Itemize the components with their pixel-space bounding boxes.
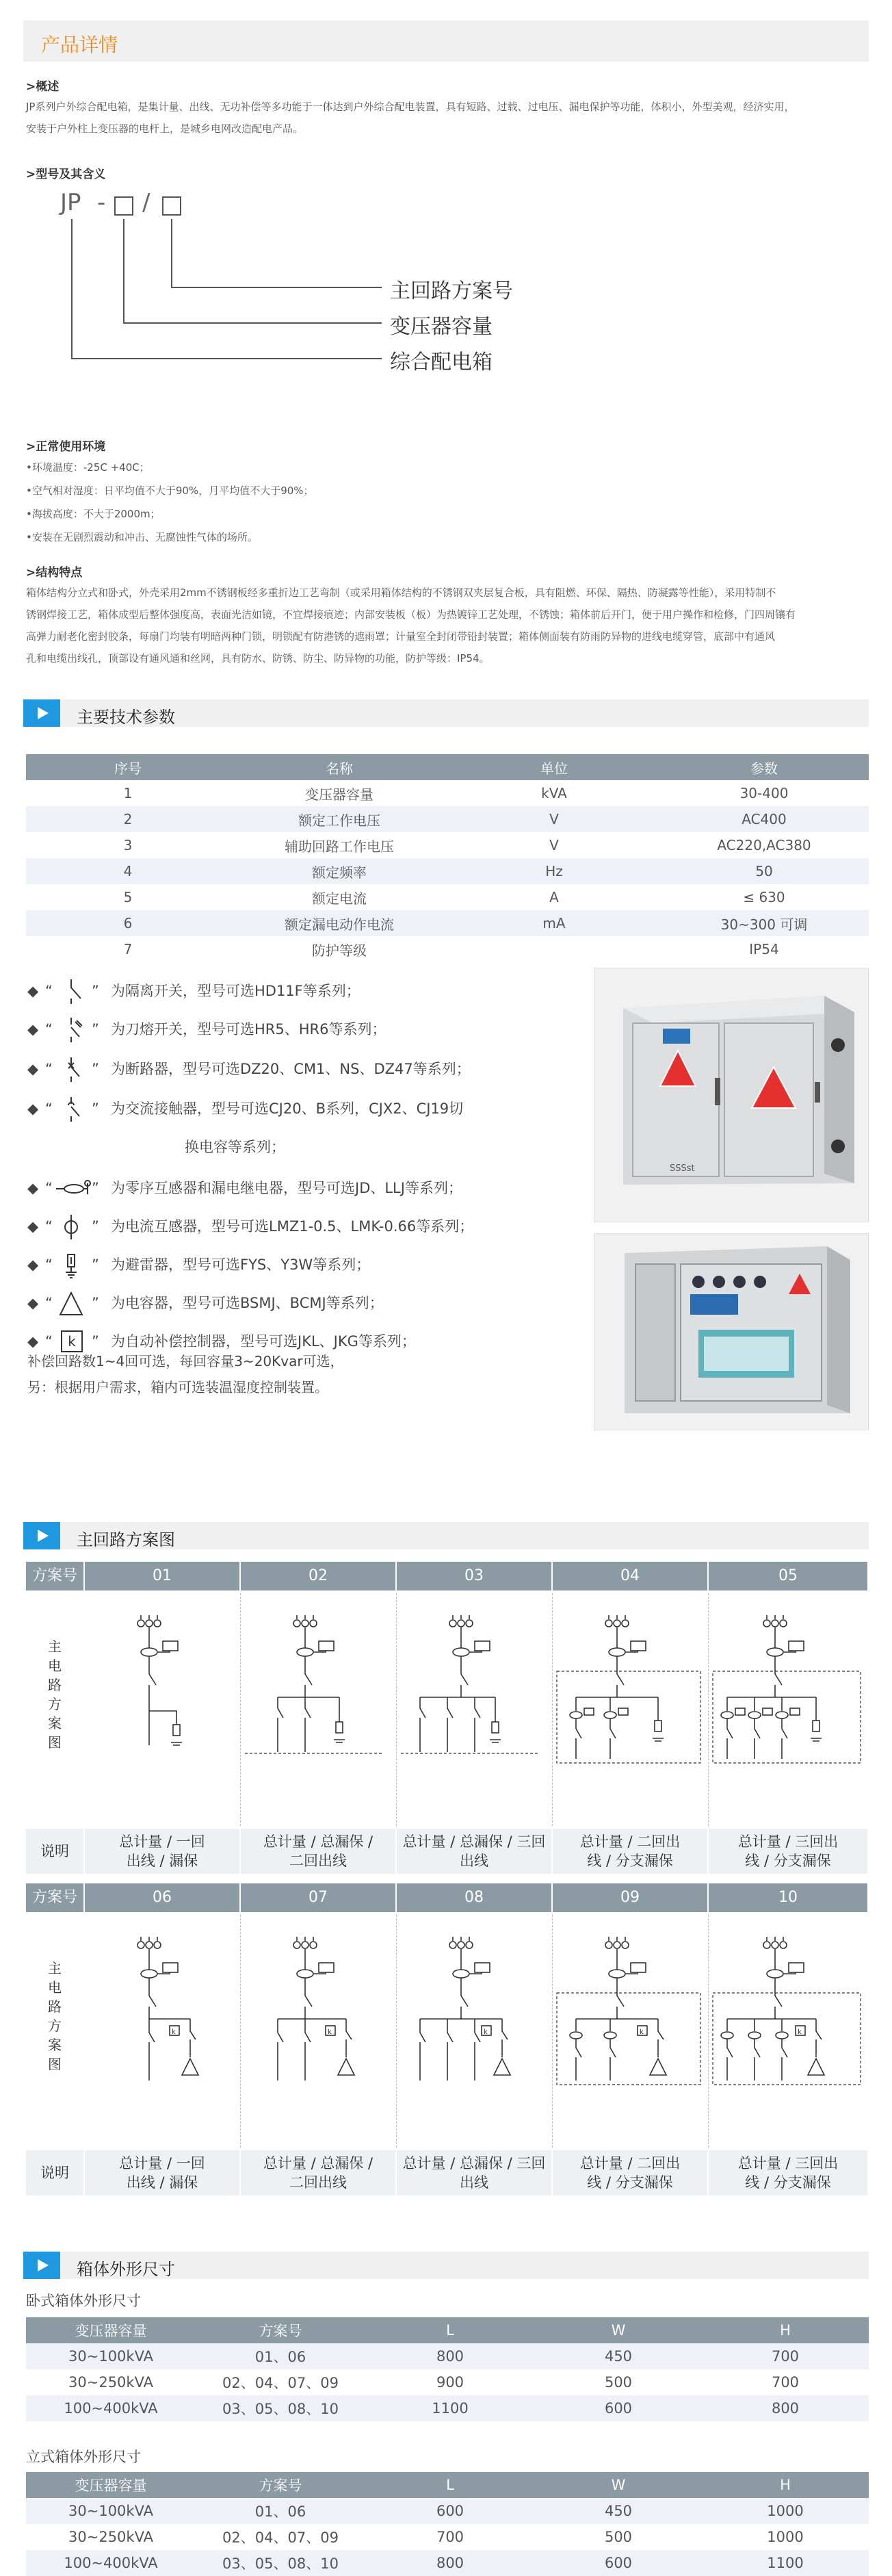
side-char: 电 <box>48 1979 62 1996</box>
table-row <box>26 2343 869 2369</box>
scheme-description-line: 总计量 / 二回出 <box>579 2155 681 2172</box>
scheme-diagram <box>85 1915 241 2148</box>
code-dash: - <box>97 189 106 216</box>
table-row <box>26 2395 869 2421</box>
table-cell: 700 <box>436 2529 464 2545</box>
structure-line: 箱体结构分立式和卧式，外壳采用2mm不锈钢板经多重折边工艺弯制（或采用箱体结构的不锈钢双夹层复合板，具有阻燃、环保、隔热、防凝露等性能），采用特制不 <box>26 587 776 599</box>
table-cell: 1000 <box>767 2529 804 2545</box>
table-cell: 30~250kVA <box>68 2529 153 2545</box>
table-cell: 500 <box>604 2374 633 2391</box>
tech-params-table <box>26 754 869 962</box>
scheme-description-line: 二回出线 <box>289 2174 347 2191</box>
table-cell: 1100 <box>365 2395 535 2421</box>
scheme-number: 10 <box>709 1883 867 1912</box>
dimension-section-title: 箱体外形尺寸 <box>77 2260 175 2279</box>
scheme-diagram <box>397 1593 553 1826</box>
side-char: 方 <box>48 1696 62 1712</box>
table-row <box>26 2369 869 2395</box>
circuit-diagram <box>85 1608 241 1814</box>
table-header: 单位 <box>449 754 659 780</box>
table-cell: 02、04、07、09 <box>222 2529 339 2546</box>
table-cell: 3 <box>123 837 133 853</box>
scheme-header-label: 方案号 <box>26 1883 83 1912</box>
scheme-description-line: 总计量 / 三回出 <box>737 1833 839 1850</box>
symbol-item <box>27 977 360 1005</box>
table-cell: 额定工作电压 <box>230 806 449 832</box>
model-heading: >型号及其含义 <box>26 168 106 181</box>
overview-line: 安装于户外柱上变压器的电杆上，是城乡电网改造配电产品。 <box>26 123 304 135</box>
environment-item: •环境温度：-25C +40C； <box>26 461 150 474</box>
scheme-description <box>85 2150 239 2195</box>
table-cell: Hz <box>449 858 659 884</box>
symbol-item <box>27 1174 462 1202</box>
scheme-diagram <box>553 1915 709 2148</box>
page-title: 产品详情 <box>41 34 118 56</box>
table-header: W <box>535 2317 702 2343</box>
bullet: ◆ <box>27 1100 39 1117</box>
scheme-section-bar <box>23 1522 869 1549</box>
scheme-description-line: 出线 <box>460 1853 488 1869</box>
table-cell: 额定频率 <box>230 858 449 884</box>
scheme-side-label <box>26 1959 83 2074</box>
isolating-switch-icon <box>53 978 92 1005</box>
scheme-number: 02 <box>241 1562 395 1590</box>
bullet: ◆ <box>27 1257 39 1273</box>
table-header: 方案号 <box>196 2472 365 2498</box>
code-label-scheme: 主回路方案号 <box>390 279 513 303</box>
scheme-description-line: 线 / 分支漏保 <box>587 1853 673 1869</box>
scheme-description-line: 线 / 分支漏保 <box>745 1853 831 1869</box>
side-char: 路 <box>48 1677 62 1693</box>
table-cell: 01、06 <box>196 2498 365 2524</box>
structure-line: 锈钢焊接工艺，箱体成型后整体强度高，表面光洁如镜，不宜焊接痕迹；内部安装板（板）为热镀锌工艺处理，不锈蚀；箱体前后开门，便于用户操作和检修，门四周镶有 <box>26 608 796 621</box>
table-header: 名称 <box>230 754 449 780</box>
scheme-diagram <box>709 1593 869 1826</box>
structure-text <box>26 582 874 669</box>
horizontal-dimension-table <box>26 2317 869 2421</box>
side-char: 方 <box>48 2018 62 2034</box>
scheme-number: 06 <box>85 1883 239 1912</box>
environment-item: •安装在无剧烈震动和冲击、无腐蚀性气体的场所。 <box>26 531 258 543</box>
scheme-number: 09 <box>553 1883 707 1912</box>
scheme-description-line: 出线 / 漏保 <box>126 2174 198 2191</box>
quote-close: ” <box>92 1295 99 1311</box>
controller-letter: k <box>640 2028 644 2036</box>
table-row <box>26 936 869 962</box>
circuit-diagram <box>241 1608 397 1814</box>
quote-open: “ <box>45 983 53 999</box>
quote-close: ” <box>92 1218 99 1235</box>
side-char: 主 <box>48 1638 62 1655</box>
symbol-continuation: 换电容等系列； <box>185 1139 285 1155</box>
table-cell: 02、04、07、09 <box>222 2375 339 2391</box>
table-cell: 辅助回路工作电压 <box>285 838 394 855</box>
scheme-diagram <box>709 1915 869 2148</box>
scheme-side-label <box>26 1637 83 1752</box>
symbol-text: 为零序互感器和漏电继电器，型号可选JD、LLJ等系列； <box>111 1180 462 1196</box>
bullet: ◆ <box>27 1333 39 1350</box>
circuit-diagram <box>397 1608 553 1814</box>
table-cell: 800 <box>702 2395 869 2421</box>
table-cell: 450 <box>535 2343 702 2369</box>
cabinet-photo-open <box>594 1233 869 1430</box>
code-label-box: 综合配电箱 <box>390 350 493 374</box>
table-cell: 100~400kVA <box>26 2550 196 2576</box>
structure-line: 高弹力耐老化密封胶条，每扇门均装有明暗两种门锁，明锁配有防港锈的遮雨罩；计量室全封闭带铅封装置；箱体侧面装有防雨防异物的进线电缆穿管，底部中有通风 <box>26 630 776 643</box>
side-char: 图 <box>48 2056 62 2072</box>
current-transformer-icon <box>53 1213 92 1241</box>
scheme-description <box>709 2150 867 2195</box>
environment-list <box>26 456 314 549</box>
table-cell: 50 <box>659 858 869 884</box>
scheme-description <box>241 2150 395 2195</box>
closed-cabinet-image <box>594 968 869 1223</box>
table-cell: 30~100kVA <box>26 2343 196 2369</box>
controller-letter: k <box>172 2028 176 2036</box>
table-cell: A <box>549 889 559 905</box>
table-cell: 5 <box>123 889 133 905</box>
symbol-item <box>27 1016 386 1043</box>
table-cell: 防护等级 <box>312 942 367 959</box>
horizontal-dimension-title: 卧式箱体外形尺寸 <box>26 2293 141 2309</box>
table-cell: 1 <box>123 785 133 801</box>
table-cell: kVA <box>541 785 567 801</box>
scheme-description-line: 线 / 分支漏保 <box>745 2174 831 2191</box>
table-cell: V <box>549 837 559 853</box>
table-cell: 03、05、08、10 <box>196 2395 365 2421</box>
table-cell: 700 <box>702 2343 869 2369</box>
controller-letter: k <box>68 1333 76 1350</box>
table-header: 变压器容量 <box>26 2317 196 2343</box>
scheme-header-label: 方案号 <box>26 1562 83 1590</box>
table-cell: 450 <box>535 2498 702 2524</box>
table-row <box>26 806 869 832</box>
quote-close: ” <box>92 1180 99 1196</box>
table-cell: 800 <box>365 2550 535 2576</box>
circuit-diagram <box>709 1608 869 1814</box>
overview-heading: >概述 <box>26 80 60 94</box>
symbol-text: 为避雷器，型号可选FYS、Y3W等系列； <box>111 1257 371 1273</box>
scheme-description-line: 总计量 / 总漏保 / 三回 <box>402 1833 546 1850</box>
table-cell: 600 <box>535 2550 702 2576</box>
side-char: 主 <box>48 1960 62 1976</box>
table-cell: 1000 <box>702 2498 869 2524</box>
symbol-text: 为隔离开关，型号可选HD11F等系列； <box>111 983 360 999</box>
scheme-description-line: 总计量 / 二回出 <box>579 1833 681 1850</box>
scheme-desc-label: 说明 <box>26 1829 83 1874</box>
scheme-diagram <box>553 1593 709 1826</box>
table-header-row <box>26 754 869 780</box>
table-cell: 30~250kVA <box>68 2374 153 2391</box>
controller-letter: k <box>328 2028 332 2036</box>
table-cell: 额定漏电动作电流 <box>230 910 449 936</box>
table-header: 参数 <box>659 754 869 780</box>
bullet: ◆ <box>27 1295 39 1311</box>
table-cell: IP54 <box>749 941 779 957</box>
bullet: ◆ <box>27 983 39 999</box>
vertical-dimension-table <box>26 2472 869 2576</box>
table-row <box>26 2550 869 2576</box>
table-cell <box>449 936 659 962</box>
contactor-icon <box>53 1096 92 1123</box>
table-header: L <box>365 2317 535 2343</box>
quote-open: “ <box>45 1295 53 1311</box>
controller-letter: k <box>798 2028 802 2036</box>
symbol-item <box>27 1289 384 1317</box>
capacitor-icon <box>53 1290 92 1317</box>
scheme-diagram <box>397 1915 553 2148</box>
scheme-number: 01 <box>85 1562 239 1590</box>
scheme-number: 05 <box>709 1562 867 1590</box>
scheme-description-line: 总计量 / 一回 <box>119 2155 205 2172</box>
quote-close: ” <box>92 1021 99 1038</box>
quote-open: “ <box>45 1218 53 1235</box>
tech-section-title: 主要技术参数 <box>77 708 175 727</box>
symbol-text: 为自动补偿控制器，型号可选JKL、JKG等系列； <box>111 1333 416 1350</box>
scheme-description-line: 出线 / 漏保 <box>126 1853 198 1869</box>
circuit-diagram <box>553 1930 709 2135</box>
table-cell: 900 <box>436 2374 464 2391</box>
controller-letter: k <box>484 2028 488 2036</box>
table-header: W <box>535 2472 702 2498</box>
quote-open: “ <box>45 1061 53 1077</box>
quote-open: “ <box>45 1333 53 1350</box>
table-cell: 100~400kVA <box>26 2395 196 2421</box>
scheme-diagram <box>241 1915 397 2148</box>
table-header: 方案号 <box>196 2317 365 2343</box>
symbol-text: 为断路器，型号可选DZ20、CM1、NS、DZ47等系列； <box>111 1061 471 1077</box>
code-jp: JP <box>60 189 81 216</box>
table-cell: 6 <box>26 910 230 936</box>
bullet: ◆ <box>27 1180 39 1196</box>
table-cell: 03、05、08、10 <box>196 2550 365 2576</box>
side-char: 图 <box>48 1734 62 1751</box>
circuit-diagram <box>553 1608 709 1814</box>
bullet: ◆ <box>27 1021 39 1038</box>
table-cell: 4 <box>26 858 230 884</box>
quote-open: “ <box>45 1100 53 1117</box>
scheme-description <box>85 1829 239 1874</box>
table-header-row <box>26 2472 869 2498</box>
symbol-text: 为电流互感器，型号可选LMZ1-0.5、LMK-0.66等系列； <box>111 1218 474 1235</box>
bullet: ◆ <box>27 1218 39 1235</box>
circuit-breaker-icon <box>53 1056 92 1083</box>
side-char: 电 <box>48 1658 62 1674</box>
symbol-text: 为刀熔开关，型号可选HR5、HR6等系列； <box>111 1021 386 1038</box>
scheme-description <box>241 1829 395 1874</box>
tech-section-bar <box>23 699 869 727</box>
scheme-description-line: 总计量 / 总漏保 / <box>263 2155 373 2172</box>
code-slash: / <box>142 189 150 216</box>
scheme-section-title: 主回路方案图 <box>77 1530 175 1549</box>
table-cell: 1100 <box>702 2550 869 2576</box>
scheme-desc-label: 说明 <box>26 2150 83 2195</box>
symbol-item <box>27 1055 471 1083</box>
table-row <box>26 2498 869 2524</box>
environment-item: •空气相对湿度：日平均值不大于90%，月平均值不大于90%； <box>26 485 314 497</box>
circuit-diagram <box>397 1930 553 2135</box>
scheme-description-line: 总计量 / 总漏保 / 三回 <box>402 2155 546 2172</box>
scheme-description <box>397 1829 551 1874</box>
structure-heading: >结构特点 <box>26 566 83 580</box>
table-row <box>26 2524 869 2550</box>
circuit-diagram <box>709 1930 869 2135</box>
table-header: 序号 <box>26 754 230 780</box>
quote-open: “ <box>45 1021 53 1038</box>
scheme-description-line: 出线 <box>460 2174 488 2191</box>
table-cell: mA <box>449 910 659 936</box>
table-row <box>26 832 869 858</box>
table-cell: AC220,AC380 <box>717 837 811 853</box>
scheme-number: 07 <box>241 1883 395 1912</box>
quote-close: ” <box>92 1257 99 1273</box>
table-header: L <box>365 2472 535 2498</box>
scheme-number: 04 <box>553 1562 707 1590</box>
scheme-number: 03 <box>397 1562 551 1590</box>
symbol-item <box>27 1095 463 1122</box>
table-cell: 600 <box>535 2395 702 2421</box>
table-header: H <box>702 2317 869 2343</box>
table-cell: 7 <box>123 941 133 957</box>
quote-close: ” <box>92 1333 99 1350</box>
scheme-description-line: 线 / 分支漏保 <box>587 2174 673 2191</box>
structure-line: 孔和电缆出线孔，顶部设有通风通和丝网，具有防水、防锈、防尘、防异物的功能，防护等级：IP54。 <box>26 652 490 665</box>
table-cell: AC400 <box>659 806 869 832</box>
circuit-diagram <box>241 1930 397 2135</box>
scheme-description <box>709 1829 867 1874</box>
open-cabinet-image <box>594 1234 869 1431</box>
table-header: H <box>702 2472 869 2498</box>
environment-item: •海拔高度：不大于2000m； <box>26 508 161 520</box>
table-row <box>26 884 869 910</box>
quote-close: ” <box>92 1100 99 1117</box>
section-flag-icon <box>23 2252 60 2279</box>
symbol-notes <box>27 1348 344 1400</box>
cabinet-photo-closed <box>594 968 869 1222</box>
table-cell: 01、06 <box>196 2343 365 2369</box>
vertical-dimension-title: 立式箱体外形尺寸 <box>26 2449 141 2465</box>
scheme-description-line: 总计量 / 一回 <box>119 1833 205 1850</box>
bullet: ◆ <box>27 1061 39 1077</box>
section-flag-icon <box>23 1522 60 1549</box>
symbol-item <box>27 1213 473 1240</box>
symbol-text: 为交流接触器，型号可选CJ20、B系列，CJX2、CJ19切 <box>111 1100 464 1117</box>
surge-arrester-icon <box>53 1252 92 1279</box>
table-cell: 额定电流 <box>312 890 367 907</box>
table-header: 变压器容量 <box>26 2472 196 2498</box>
symbol-note: 另：根据用户需求，箱内可选装温湿度控制装置。 <box>27 1379 328 1395</box>
table-cell: 30~100kVA <box>26 2498 196 2524</box>
section-flag-icon <box>23 699 60 727</box>
table-row <box>26 910 869 936</box>
scheme-description <box>397 2150 551 2195</box>
table-cell: 800 <box>365 2343 535 2369</box>
quote-close: ” <box>92 983 99 999</box>
side-char: 案 <box>48 1715 62 1731</box>
scheme-description-line: 总计量 / 三回出 <box>737 2155 839 2172</box>
table-cell: 2 <box>26 806 230 832</box>
quote-close: ” <box>92 1061 99 1077</box>
knife-switch-icon <box>53 1016 92 1044</box>
table-cell: 30~300 可调 <box>659 910 869 936</box>
table-row <box>26 780 869 806</box>
table-cell: V <box>449 806 659 832</box>
photo-brand-text: SSSst <box>670 1163 695 1174</box>
quote-open: “ <box>45 1257 53 1273</box>
symbol-item <box>27 1251 370 1278</box>
scheme-description-line: 二回出线 <box>289 1853 347 1869</box>
quote-open: “ <box>45 1180 53 1196</box>
scheme-diagram <box>85 1593 241 1826</box>
symbol-note: 补偿回路数1~4回可选，每回容量3~20Kvar可选， <box>27 1353 344 1369</box>
circuit-diagram <box>85 1930 241 2135</box>
table-cell: 变压器容量 <box>305 786 373 803</box>
side-char: 案 <box>48 2037 62 2053</box>
scheme-description <box>553 2150 707 2195</box>
table-header-row <box>26 2317 869 2343</box>
table-row <box>26 858 869 884</box>
zero-sequence-ct-icon <box>53 1175 92 1202</box>
table-cell: 700 <box>771 2374 800 2391</box>
side-char: 路 <box>48 1998 62 2015</box>
scheme-diagram <box>241 1593 397 1826</box>
table-cell: 30-400 <box>739 785 789 801</box>
scheme-description-line: 总计量 / 总漏保 / <box>263 1833 373 1850</box>
table-cell: 600 <box>365 2498 535 2524</box>
table-cell: 500 <box>604 2529 633 2545</box>
overview-line: JP系列户外综合配电箱，是集计量、出线、无功补偿等多功能于一体达到户外综合配电装置，具有短路、过载、过电压、漏电保护等功能，体积小，外型美观，经济实用， <box>26 101 795 113</box>
table-cell: ≤ 630 <box>743 889 785 905</box>
code-label-capacity: 变压器容量 <box>390 315 493 339</box>
scheme-number: 08 <box>397 1883 551 1912</box>
dimension-section-bar <box>23 2252 869 2279</box>
symbol-text: 为电容器，型号可选BSMJ、BCMJ等系列； <box>111 1295 384 1311</box>
environment-heading: >正常使用环境 <box>26 440 106 454</box>
scheme-description <box>553 1829 707 1874</box>
